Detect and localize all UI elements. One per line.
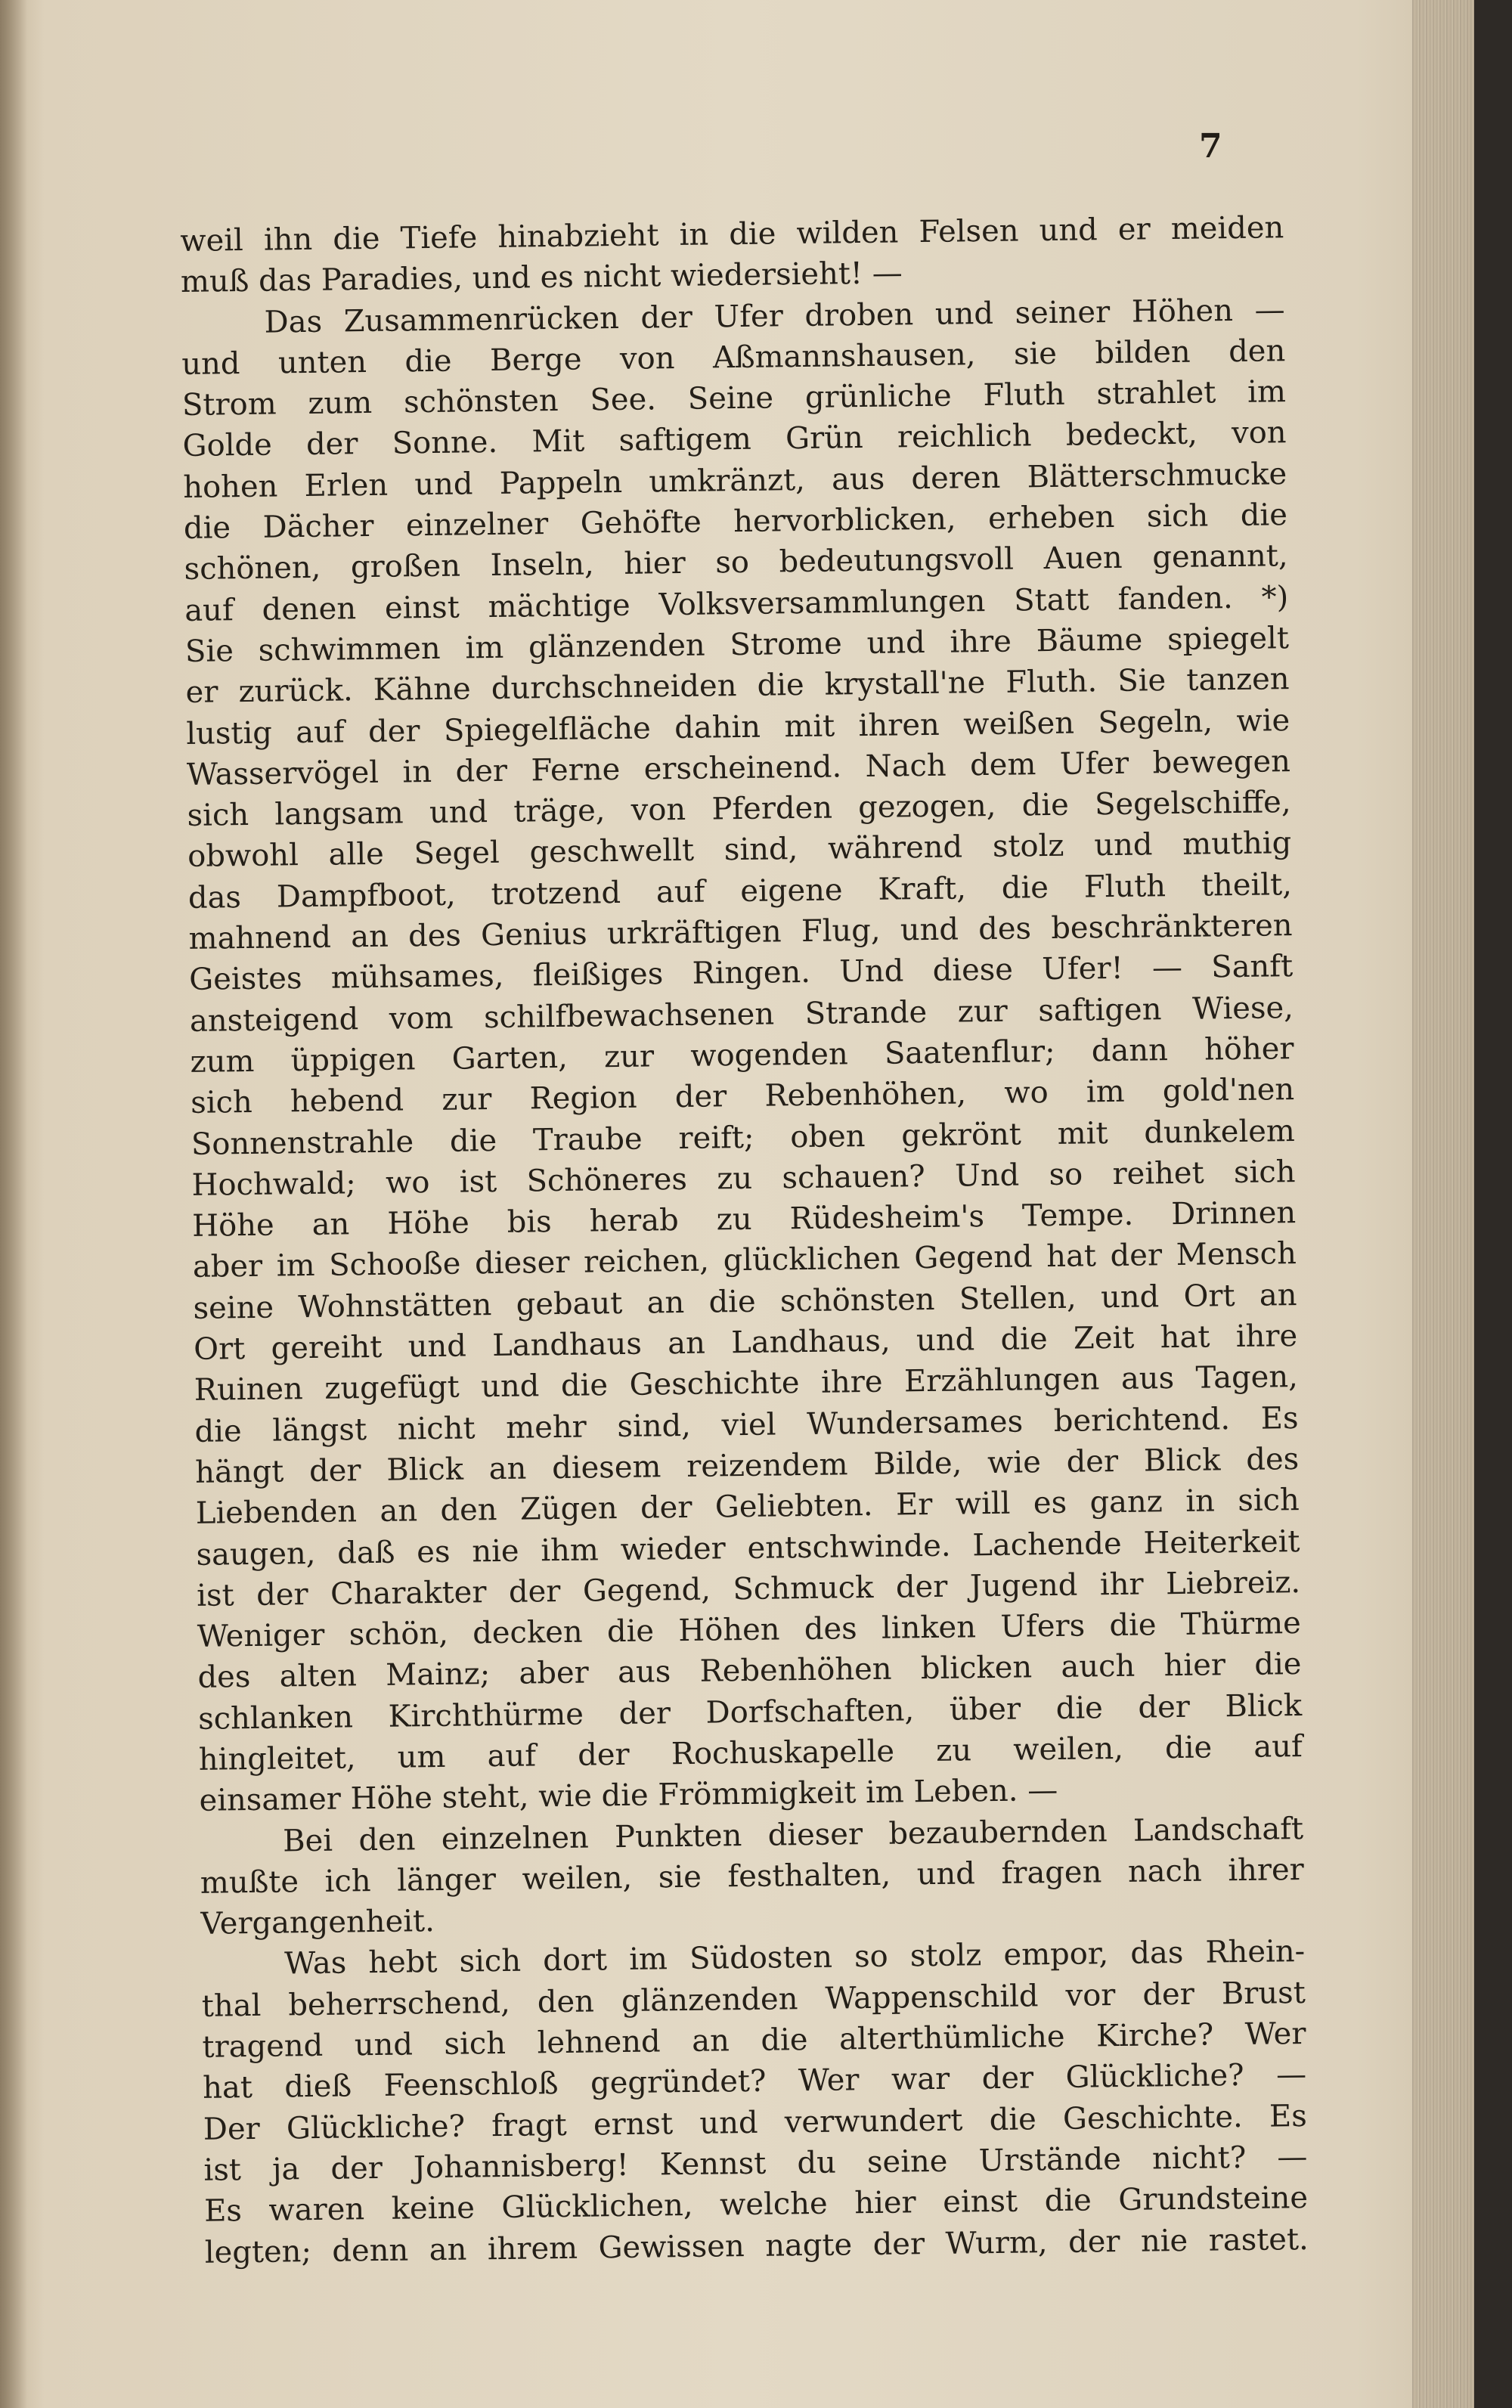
text-line: und unten die Berge von Aßmannshausen, sie bilden den (181, 333, 1286, 382)
text-line: thal beherrschend, den glänzenden Wappenschild vor der Brust (201, 1975, 1306, 2024)
text-line: hängt der Blick an diesem reizendem Bilde, wie der Blick des (194, 1441, 1300, 1490)
text-line: aber im Schooße dieser reichen, glücklichen Gegend hat der Mensch (192, 1236, 1297, 1285)
page-number: 7 (1199, 127, 1222, 166)
text-line: Liebenden an den Zügen der Geliebten. Er will es ganz in sich (195, 1483, 1300, 1532)
text-line: saugen, daß es nie ihm wieder entschwinde. Lachende Heiterkeit (196, 1523, 1300, 1573)
text-line: die längst nicht mehr sind, viel Wundersames berichtend. Es (194, 1400, 1299, 1449)
text-line: tragend und sich lehnend an die alterthümliche Kirche? Wer (202, 2016, 1306, 2065)
text-line: sich hebend zur Region der Rebenhöhen, wo im gold'nen (190, 1072, 1295, 1121)
text-line: Ort gereiht und Landhaus an Landhaus, und die Zeit hat ihre (193, 1319, 1298, 1367)
text-line: Geistes mühsames, fleißiges Ringen. Und diese Ufer! — Sanft (188, 949, 1294, 998)
text-line: mußte ich länger weilen, sie festhalten, und fragen nach ihrer (200, 1852, 1305, 1901)
text-line: Hochwald; wo ist Schöneres zu schauen? Und so reihet sich (191, 1154, 1296, 1203)
page-edge (1412, 0, 1474, 2408)
text-line: Golde der Sonne. Mit saftigem Grün reichlich bedeckt, von (182, 415, 1287, 464)
text-line: ansteigend vom schilfbewachsenen Strande zur saftigen Wiese, (189, 990, 1294, 1039)
text-line: legten; denn an ihrem Gewissen nagte der Wurm, der nie rastet. (204, 2221, 1309, 2270)
text-line: Wasservögel in der Ferne erscheinend. Nach dem Ufer bewegen (186, 743, 1291, 792)
text-line: weil ihn die Tiefe hinabzieht in die wilden Felsen und er meiden (180, 210, 1284, 259)
text-line: hohen Erlen und Pappeln umkränzt, aus deren Blätterschmucke (183, 456, 1287, 505)
spine-shadow (0, 0, 27, 2408)
text-line: mahnend an des Genius urkräftigen Flug, und des beschränkteren (188, 908, 1293, 956)
text-line: zum üppigen Garten, zur wogenden Saatenflur; dann höher (190, 1031, 1294, 1080)
text-line: Der Glückliche? fragt ernst und verwundert die Geschichte. Es (203, 2098, 1308, 2147)
text-line: lustig auf der Spiegelfläche dahin mit ihren weißen Segeln, wie (186, 702, 1290, 752)
text-line: Sonnenstrahle die Traube reift; oben gekrönt mit dunkelem (191, 1113, 1296, 1162)
text-line: Es waren keine Glücklichen, welche hier einst die Grundsteine (203, 2180, 1309, 2230)
text-line: Bei den einzelnen Punkten dieser bezaubernden Landschaft (282, 1811, 1304, 1859)
text-line: obwohl alle Segel geschwellt sind, während stolz und muthig (187, 826, 1292, 875)
body-text (180, 207, 1309, 2273)
text-line: einsamer Höhe steht, wie die Frömmigkeit im Leben. — (199, 1773, 1058, 1819)
text-line: Weniger schön, decken die Höhen des linken Ufers die Thürme (197, 1606, 1302, 1654)
text-line: hingleitet, um auf der Rochuskapelle zu weilen, die auf (198, 1728, 1303, 1777)
text-line: Das Zusammenrücken der Ufer droben und seiner Höhen — (264, 292, 1285, 340)
text-line: des alten Mainz; aber aus Rebenhöhen blicken auch hier die (197, 1647, 1302, 1696)
text-line: das Dampfboot, trotzend auf eigene Kraft, die Fluth theilt, (187, 866, 1293, 916)
text-line: sich langsam und träge, von Pferden gezogen, die Segelschiffe, (187, 785, 1291, 834)
text-line: Vergangenheit. (200, 1904, 435, 1942)
background-strip (1474, 0, 1512, 2408)
text-line: er zurück. Kähne durchschneiden die krystall'ne Fluth. Sie tanzen (185, 662, 1290, 711)
text-line: ist der Charakter der Gegend, Schmuck der Jugend ihr Liebreiz. (196, 1564, 1301, 1613)
text-line: Strom zum schönsten See. Seine grünliche Fluth strahlet im (181, 374, 1287, 423)
text-line: hat dieß Feenschloß gegründet? Wer war der Glückliche? — (202, 2057, 1307, 2106)
text-line: auf denen einst mächtige Volksversammlungen Statt fanden. *) (184, 579, 1289, 628)
text-line: schlanken Kirchthürme der Dorfschaften, über die der Blick (197, 1687, 1303, 1737)
text-line: muß das Paradies, und es nicht wiedersieht! — (180, 256, 903, 300)
text-line: seine Wohnstätten gebaut an die schönsten Stellen, und Ort an (193, 1277, 1297, 1326)
text-line: Ruinen zugefügt und die Geschichte ihre Erzählungen aus Tagen, (194, 1359, 1299, 1409)
text-line: ist ja der Johannisberg! Kennst du seine Urstände nicht? — (203, 2139, 1308, 2188)
text-line: die Dächer einzelner Gehöfte hervorblicken, erheben sich die (183, 497, 1288, 547)
text-line: Sie schwimmen im glänzenden Strome und ihre Bäume spiegelt (184, 621, 1290, 669)
text-line: schönen, großen Inseln, hier so bedeutungsvoll Auen genannt, (184, 538, 1288, 587)
text-line: Höhe an Höhe bis herab zu Rüdesheim's Tempe. Drinnen (191, 1195, 1297, 1244)
text-line: Was hebt sich dort im Südosten so stolz empor, das Rhein- (284, 1934, 1306, 1982)
